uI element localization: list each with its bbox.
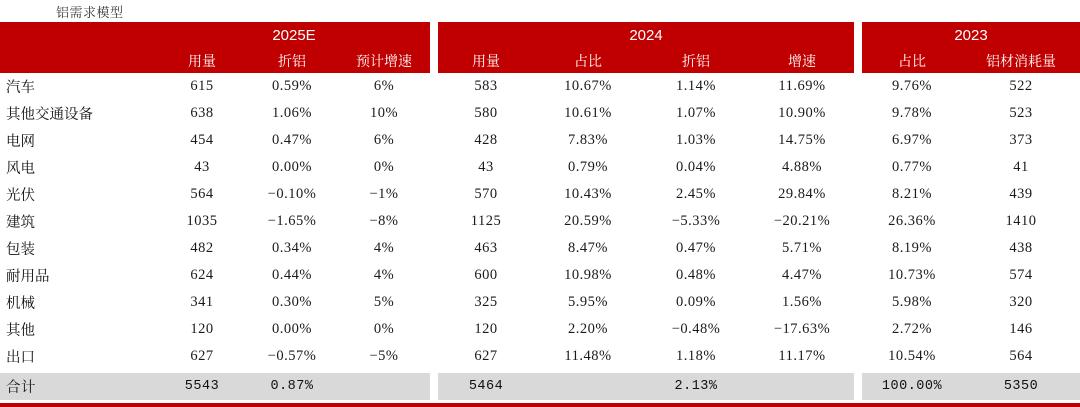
cell-2024-growth: 4.88% [782, 159, 822, 175]
cell-2024-share: 20.59% [564, 213, 612, 229]
sub-header-2024-al: 折铝 [682, 52, 711, 69]
cell-2024-al: 0.04% [676, 159, 716, 175]
total-2024-growth [750, 373, 854, 400]
total-2024-share [534, 373, 642, 400]
cell-2024-use: 580 [474, 105, 498, 121]
row-category: 机械 [6, 296, 35, 312]
table-row [0, 343, 1080, 370]
sub-header-2025e-growth: 预计增速 [356, 52, 412, 69]
column-separator [430, 181, 438, 208]
cell-2023-share: 6.97% [892, 132, 932, 148]
row-category: 光伏 [6, 188, 35, 204]
column-separator [854, 181, 862, 208]
cell-2024-al: 0.48% [676, 267, 716, 283]
cell-2023-consume: 522 [1009, 78, 1033, 94]
row-category: 建筑 [6, 215, 35, 231]
cell-2023-share: 5.98% [892, 294, 932, 310]
cell-2025e-growth: 4% [373, 240, 395, 256]
cell-2024-al: 1.07% [676, 105, 716, 121]
column-separator [854, 73, 862, 100]
group-header-empty [0, 22, 158, 48]
total-2023-share: 100.00% [862, 373, 962, 400]
page-title: 铝需求模型 [56, 4, 124, 20]
table-row [0, 289, 1080, 316]
cell-2024-growth: −17.63% [773, 321, 831, 337]
cell-2024-use: 325 [474, 294, 498, 310]
total-label: 合计 [0, 373, 158, 400]
cell-2024-al: 0.09% [676, 294, 716, 310]
column-separator [854, 289, 862, 316]
cell-2025e-growth: 4% [373, 267, 395, 283]
column-separator [854, 100, 862, 127]
table-row [0, 262, 1080, 289]
cell-2025e-al: 1.06% [272, 105, 312, 121]
total-2025e-growth [338, 373, 430, 400]
cell-2023-consume: 373 [1009, 132, 1033, 148]
cell-2025e-al: −0.10% [267, 186, 317, 202]
row-category: 包装 [6, 242, 35, 258]
row-category: 汽车 [6, 80, 35, 96]
cell-2025e-growth: 0% [373, 159, 395, 175]
cell-2024-share: 10.43% [564, 186, 612, 202]
group-header-2025e: 2025E [272, 26, 316, 44]
row-category: 其他交通设备 [6, 107, 93, 123]
total-2024-use: 5464 [438, 373, 534, 400]
cell-2025e-use: 43 [194, 159, 210, 175]
document-title-bar [0, 0, 1080, 22]
table-row [0, 181, 1080, 208]
cell-2024-use: 43 [478, 159, 494, 175]
column-separator [854, 262, 862, 289]
cell-2024-growth: 11.69% [778, 78, 826, 94]
cell-2024-al: −0.48% [671, 321, 721, 337]
cell-2025e-use: 638 [190, 105, 214, 121]
cell-2023-share: 9.76% [892, 78, 932, 94]
cell-2023-consume: 523 [1009, 105, 1033, 121]
cell-2023-share: 26.36% [888, 213, 936, 229]
table-total-row [0, 373, 1080, 400]
cell-2025e-al: 0.34% [272, 240, 312, 256]
aluminum-demand-table [0, 22, 1080, 400]
cell-2025e-al: 0.00% [272, 159, 312, 175]
column-separator [430, 48, 438, 73]
sub-header-2024-use: 用量 [472, 52, 501, 69]
total-2023-consume: 5350 [962, 373, 1080, 400]
cell-2023-share: 0.77% [892, 159, 932, 175]
cell-2024-growth: 10.90% [778, 105, 826, 121]
cell-2024-al: 1.14% [676, 78, 716, 94]
cell-2024-growth: 5.71% [782, 240, 822, 256]
cell-2024-use: 600 [474, 267, 498, 283]
table-sub-header-row [0, 48, 1080, 73]
cell-2023-share: 10.73% [888, 267, 936, 283]
cell-2025e-growth: 0% [373, 321, 395, 337]
cell-2024-growth: 11.17% [778, 348, 826, 364]
cell-2024-al: 0.47% [676, 240, 716, 256]
sub-header-2025e-use: 用量 [188, 52, 216, 69]
cell-2025e-al: 0.44% [272, 267, 312, 283]
cell-2025e-growth: 6% [373, 78, 395, 94]
cell-2023-consume: 41 [1013, 159, 1029, 175]
column-separator [430, 289, 438, 316]
cell-2024-share: 8.47% [568, 240, 608, 256]
row-category: 风电 [6, 161, 35, 177]
table-row [0, 100, 1080, 127]
cell-2024-share: 10.67% [564, 78, 612, 94]
cell-2025e-use: 624 [190, 267, 214, 283]
sub-header-2024-growth: 增速 [788, 52, 817, 69]
column-separator [430, 235, 438, 262]
cell-2024-share: 7.83% [568, 132, 608, 148]
cell-2024-growth: 1.56% [782, 294, 822, 310]
cell-2025e-growth: −1% [369, 186, 399, 202]
cell-2023-consume: 320 [1009, 294, 1033, 310]
cell-2023-consume: 1410 [1005, 213, 1037, 229]
cell-2024-al: −5.33% [671, 213, 721, 229]
cell-2023-share: 2.72% [892, 321, 932, 337]
row-category: 耐用品 [6, 269, 50, 285]
cell-2025e-al: 0.00% [272, 321, 312, 337]
column-separator [430, 373, 438, 400]
sub-header-2023-share: 占比 [898, 52, 927, 69]
row-category: 其他 [6, 323, 35, 339]
column-separator [430, 343, 438, 370]
bottom-red-rule [0, 403, 1080, 407]
sub-header-2025e-al: 折铝 [278, 52, 306, 69]
cell-2024-use: 627 [474, 348, 498, 364]
column-separator [854, 22, 862, 48]
column-separator [430, 73, 438, 100]
column-separator [854, 48, 862, 73]
cell-2025e-growth: 5% [373, 294, 395, 310]
cell-2024-use: 1125 [470, 213, 502, 229]
table-row [0, 316, 1080, 343]
cell-2024-share: 5.95% [568, 294, 608, 310]
table-group-header-row [0, 22, 1080, 48]
cell-2024-growth: 14.75% [778, 132, 826, 148]
cell-2025e-use: 615 [190, 78, 214, 94]
cell-2025e-use: 1035 [186, 213, 218, 229]
total-2025e-al: 0.87% [246, 373, 338, 400]
cell-2025e-al: 0.30% [272, 294, 312, 310]
sub-header-2024-share: 占比 [574, 52, 603, 69]
column-separator [430, 208, 438, 235]
total-2025e-use: 5543 [158, 373, 246, 400]
cell-2025e-al: 0.47% [272, 132, 312, 148]
cell-2024-share: 10.61% [564, 105, 612, 121]
cell-2023-consume: 574 [1009, 267, 1033, 283]
table-row [0, 127, 1080, 154]
table-row [0, 235, 1080, 262]
table-row [0, 208, 1080, 235]
cell-2023-share: 10.54% [888, 348, 936, 364]
cell-2025e-use: 627 [190, 348, 214, 364]
cell-2024-use: 570 [474, 186, 498, 202]
column-separator [854, 343, 862, 370]
group-header-2023: 2023 [954, 26, 988, 44]
cell-2025e-growth: −5% [369, 348, 399, 364]
column-separator [430, 127, 438, 154]
column-separator [854, 373, 862, 400]
column-separator [854, 235, 862, 262]
cell-2025e-growth: 6% [373, 132, 395, 148]
cell-2024-growth: 29.84% [778, 186, 826, 202]
cell-2024-share: 10.98% [564, 267, 612, 283]
cell-2023-consume: 146 [1009, 321, 1033, 337]
cell-2025e-use: 120 [190, 321, 214, 337]
column-separator [430, 154, 438, 181]
column-separator [854, 316, 862, 343]
row-category: 电网 [6, 134, 35, 150]
cell-2024-share: 11.48% [564, 348, 612, 364]
group-header-2024: 2024 [629, 26, 663, 44]
cell-2024-use: 463 [474, 240, 498, 256]
cell-2024-share: 2.20% [568, 321, 608, 337]
cell-2025e-use: 341 [190, 294, 214, 310]
cell-2023-share: 8.21% [892, 186, 932, 202]
cell-2023-share: 8.19% [892, 240, 932, 256]
column-separator [854, 208, 862, 235]
cell-2024-al: 2.45% [676, 186, 716, 202]
cell-2023-share: 9.78% [892, 105, 932, 121]
column-separator [854, 127, 862, 154]
table-row [0, 73, 1080, 100]
cell-2025e-growth: −8% [369, 213, 399, 229]
cell-2023-consume: 564 [1009, 348, 1033, 364]
column-separator [430, 262, 438, 289]
row-category: 出口 [6, 350, 35, 366]
cell-2024-use: 583 [474, 78, 498, 94]
total-2024-al: 2.13% [642, 373, 750, 400]
cell-2023-consume: 439 [1009, 186, 1033, 202]
cell-2024-growth: −20.21% [773, 213, 831, 229]
cell-2024-use: 428 [474, 132, 498, 148]
column-separator [430, 100, 438, 127]
column-separator [854, 154, 862, 181]
cell-2024-share: 0.79% [568, 159, 608, 175]
column-separator [430, 22, 438, 48]
cell-2024-al: 1.03% [676, 132, 716, 148]
column-separator [430, 316, 438, 343]
table-row [0, 154, 1080, 181]
sub-header-category [0, 48, 158, 73]
cell-2025e-al: 0.59% [272, 78, 312, 94]
cell-2025e-use: 482 [190, 240, 214, 256]
cell-2024-use: 120 [474, 321, 498, 337]
cell-2025e-growth: 10% [369, 105, 399, 121]
sub-header-2023-consume: 铝材消耗量 [986, 52, 1057, 69]
cell-2024-growth: 4.47% [782, 267, 822, 283]
cell-2025e-al: −0.57% [267, 348, 317, 364]
cell-2025e-al: −1.65% [267, 213, 317, 229]
cell-2024-al: 1.18% [676, 348, 716, 364]
cell-2025e-use: 454 [190, 132, 214, 148]
cell-2023-consume: 438 [1009, 240, 1033, 256]
cell-2025e-use: 564 [190, 186, 214, 202]
